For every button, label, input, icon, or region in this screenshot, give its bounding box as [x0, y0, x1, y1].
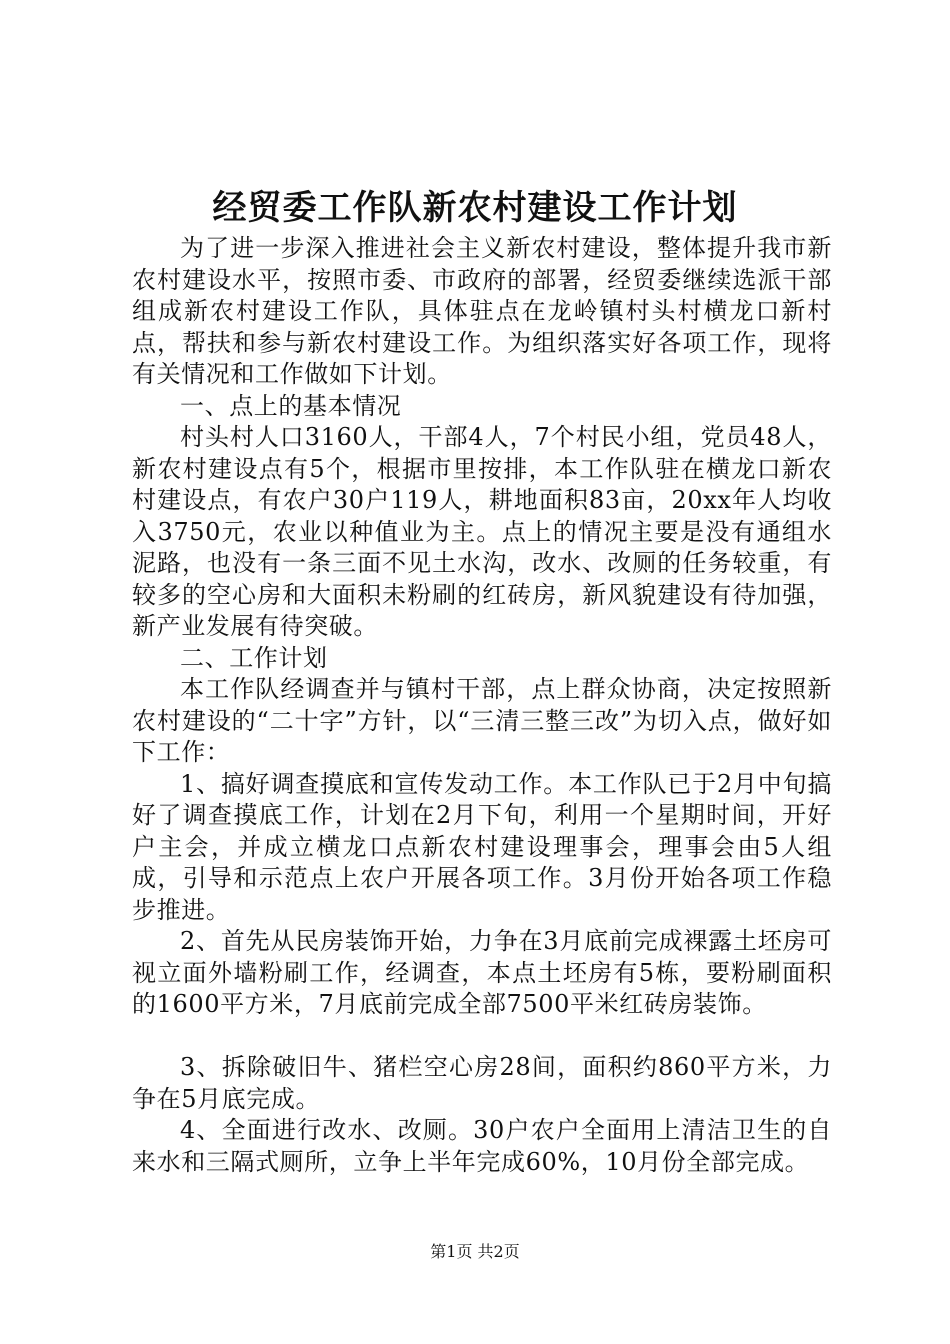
- page-footer: 第1页 共2页: [430, 1242, 520, 1261]
- section-heading-basic-info: 一、点上的基本情况: [180, 391, 402, 420]
- section-heading-work-plan: 二、工作计划: [180, 643, 328, 672]
- plan-item-3: 3、拆除破旧牛、猪栏空心房28间，面积约860平方米，力争在5月底完成。: [132, 1053, 832, 1113]
- intro-paragraph: 为了进一步深入推进社会主义新农村建设，整体提升我市新农村建设水平，按照市委、市政府的部署，经贸委继续选派干部组成新农村建设工作队，具体驻点在龙岭镇村头村横龙口新村点，帮扶和参与新农村建设工作。为组织落实好各项工作，现将有关情况和工作做如下计划。: [132, 234, 832, 388]
- work-plan-intro-paragraph: 本工作队经调查并与镇村干部，点上群众协商，决定按照新农村建设的“二十字”方针，以“三清三整三改”为切入点，做好如下工作：: [132, 675, 832, 766]
- plan-item-4: 4、全面进行改水、改厕。30户农户全面用上清洁卫生的自来水和三隔式厕所，立争上半年完成60%，10月份全部完成。: [132, 1116, 832, 1176]
- paragraph-spacer: [132, 1021, 832, 1053]
- plan-item-2: 2、首先从民房装饰开始，力争在3月底前完成裸露土坯房可视立面外墙粉刷工作，经调查，本点土坯房有5栋，要粉刷面积的1600平方米，7月底前完成全部7500平米红砖房装饰。: [132, 927, 832, 1018]
- basic-info-paragraph: 村头村人口3160人，干部4人，7个村民小组，党员48人，新农村建设点有5个，根据市里按排，本工作队驻在横龙口新农村建设点，有农户30户119人，耕地面积83亩，20xx年人均收入3750元，农业以种值业为主。点上的情况主要是没有通组水泥路，也没有一条三面不见土水沟，改水、改厕的任务较重，有较多的空心房和大面积未粉刷的红砖房，新风貌建设有待加强，新产业发展有待突破。: [132, 423, 832, 640]
- plan-item-1: 1、搞好调查摸底和宣传发动工作。本工作队已于2月中旬搞好了调查摸底工作，计划在2月下旬，利用一个星期时间，开好户主会，并成立横龙口点新农村建设理事会，理事会由5人组成，引导和示范点上农户开展各项工作。3月份开始各项工作稳步推进。: [132, 769, 832, 924]
- document-body: [132, 233, 832, 1178]
- document-title: 经贸委工作队新农村建设工作计划: [212, 188, 738, 228]
